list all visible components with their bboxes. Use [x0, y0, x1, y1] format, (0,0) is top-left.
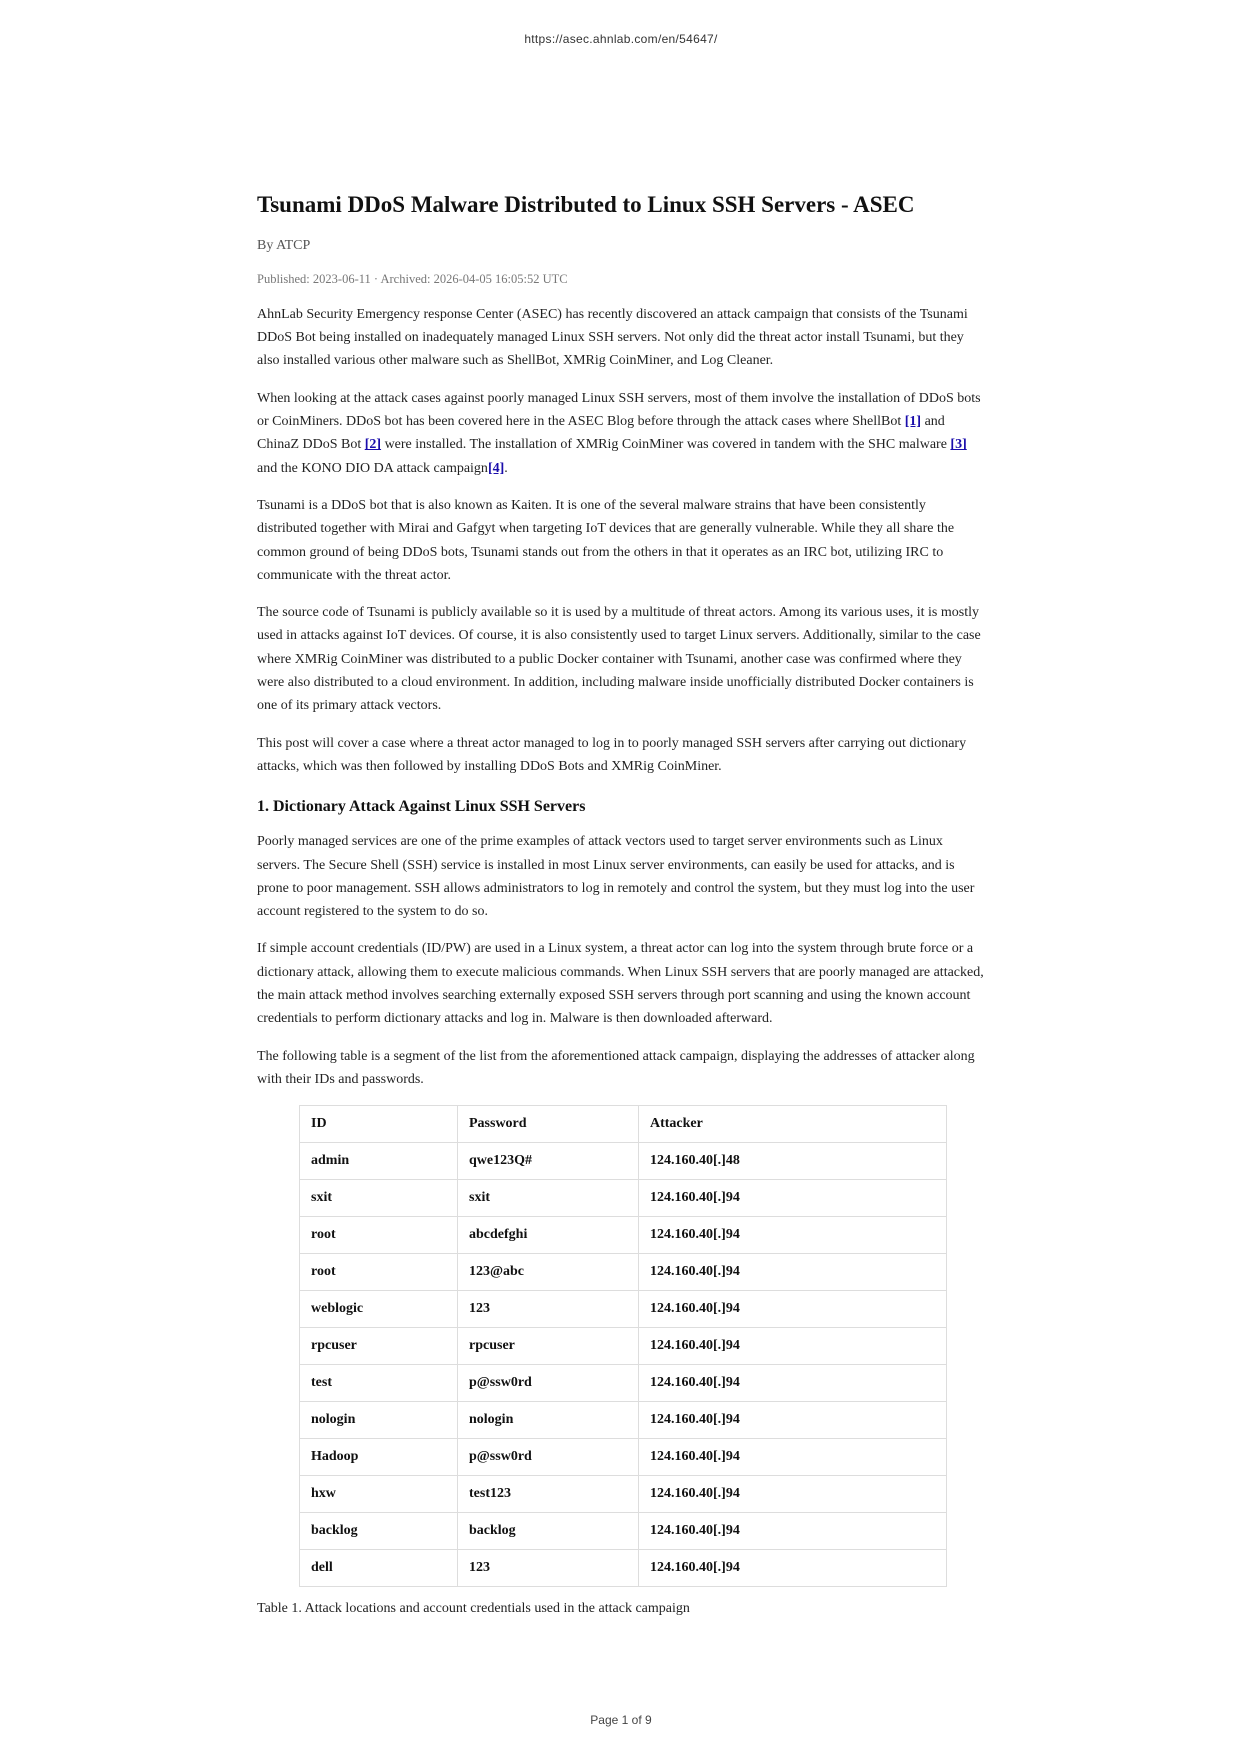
page-number: Page 1 of 9 [590, 1713, 652, 1727]
table-row [300, 1439, 947, 1476]
cell-password: 123 [458, 1550, 639, 1587]
cell-password: abcdefghi [458, 1217, 639, 1254]
text-segment: were installed. The installation of XMRig CoinMiner was covered in tandem with the SHC malware [381, 437, 951, 453]
table-row [300, 1550, 947, 1587]
cell-password: backlog [458, 1513, 639, 1550]
text-segment: and ChinaZ DDoS Bot [257, 414, 945, 453]
cell-attacker: 124.160.40[.]94 [639, 1254, 947, 1291]
reference-link-3[interactable]: [3] [950, 437, 967, 453]
column-header-password: Password [458, 1106, 639, 1143]
table-caption: Table 1. Attack locations and account credentials used in the attack campaign [257, 1601, 690, 1617]
cell-password: nologin [458, 1402, 639, 1439]
table-row [300, 1180, 947, 1217]
cell-attacker: 124.160.40[.]94 [639, 1476, 947, 1513]
table-row [300, 1254, 947, 1291]
cell-id: test [300, 1365, 458, 1402]
cell-attacker: 124.160.40[.]94 [639, 1291, 947, 1328]
section-heading: 1. Dictionary Attack Against Linux SSH Servers [257, 798, 586, 816]
cell-attacker: 124.160.40[.]94 [639, 1439, 947, 1476]
table-row [300, 1217, 947, 1254]
cell-attacker: 124.160.40[.]94 [639, 1365, 947, 1402]
table-row [300, 1328, 947, 1365]
reference-link-2[interactable]: [2] [364, 437, 382, 453]
paragraph-background [257, 387, 989, 480]
text-segment: When looking at the attack cases against poorly managed Linux SSH servers, most of them involve the installation of DDoS bots or CoinMiners. DDoS bot has been covered here in the ASEC Blog before through the attack cases where ShellBot [257, 390, 981, 430]
cell-password: sxit [458, 1180, 639, 1217]
paragraph-credentials: If simple account credentials (ID/PW) are used in a Linux system, a threat actor can log into the system through brute force or a dictionary attack, allowing them to execute malicious commands. When Linux SSH servers that are poorly managed are attacked, the main attack method involves searching externally exposed SSH servers through port scanning and using the known account credentials to perform dictionary attacks and log in. Malware is then downloaded afterward. [257, 941, 984, 1027]
cell-id: root [300, 1217, 458, 1254]
table-row [300, 1365, 947, 1402]
cell-password: qwe123Q# [458, 1143, 639, 1180]
cell-password: rpcuser [458, 1328, 639, 1365]
cell-attacker: 124.160.40[.]94 [639, 1217, 947, 1254]
cell-password: p@ssw0rd [458, 1439, 639, 1476]
cell-id: sxit [300, 1180, 458, 1217]
cell-password: test123 [458, 1476, 639, 1513]
column-header-attacker: Attacker [639, 1106, 947, 1143]
text-segment: and the KONO DIO DA attack campaign [257, 460, 488, 476]
table-row [300, 1513, 947, 1550]
paragraph-source-code: The source code of Tsunami is publicly available so it is used by a multitude of threat actors. Among its various uses, it is mostly used in attacks against IoT devices. Of course, it is also consistently used to target Linux servers. Additionally, similar to the case where XMRig CoinMiner was distributed to a public Docker container with Tsunami, another case was confirmed where they were also distributed to a cloud environment. In addition, including malware inside unofficially distributed Docker containers is one of its primary attack vectors. [257, 605, 981, 714]
paragraph-tsunami: Tsunami is a DDoS bot that is also known as Kaiten. It is one of the several malware strains that have been consistently distributed together with Mirai and Gafgyt when targeting IoT devices that are generally vulnerable. While they all share the common ground of being DDoS bots, Tsunami stands out from the others in that it operates as an IRC bot, utilizing IRC to communicate with the threat actor. [257, 497, 955, 583]
cell-password: 123 [458, 1291, 639, 1328]
paragraph-post-scope: This post will cover a case where a threat actor managed to log in to poorly managed SSH servers after carrying out dictionary attacks, which was then followed by installing DDoS Bots and XMRig CoinMiner. [257, 735, 967, 774]
article-title: Tsunami DDoS Malware Distributed to Linux SSH Servers - ASEC [257, 192, 915, 217]
table-row [300, 1476, 947, 1513]
cell-id: admin [300, 1143, 458, 1180]
cell-id: rpcuser [300, 1328, 458, 1365]
cell-id: root [300, 1254, 458, 1291]
cell-attacker: 124.160.40[.]48 [639, 1143, 947, 1180]
page-url: https://asec.ahnlab.com/en/54647/ [524, 32, 718, 46]
cell-password: p@ssw0rd [458, 1365, 639, 1402]
column-header-id: ID [300, 1106, 458, 1143]
table-header-row [300, 1106, 947, 1143]
author-byline: By ATCP [257, 237, 311, 253]
cell-attacker: 124.160.40[.]94 [639, 1402, 947, 1439]
paragraph-ssh-services: Poorly managed services are one of the prime examples of attack vectors used to target server environments such as Linux servers. The Secure Shell (SSH) service is installed in most Linux server environments, can easily be used for attacks, and is prone to poor management. SSH allows administrators to log in remotely and control the system, but they must log into the user account registered to the system to do so. [257, 834, 975, 920]
cell-attacker: 124.160.40[.]94 [639, 1513, 947, 1550]
cell-attacker: 124.160.40[.]94 [639, 1550, 947, 1587]
article [257, 190, 989, 1617]
cell-id: Hadoop [300, 1439, 458, 1476]
paragraph-table-intro: The following table is a segment of the list from the aforementioned attack campaign, displaying the addresses of attacker along with their IDs and passwords. [257, 1048, 975, 1087]
cell-id: hxw [300, 1476, 458, 1513]
credentials-table [299, 1105, 947, 1587]
reference-link-1[interactable]: [1] [904, 414, 922, 430]
reference-link-4[interactable]: [4] [487, 460, 505, 476]
cell-attacker: 124.160.40[.]94 [639, 1180, 947, 1217]
text-segment: . [504, 460, 508, 476]
cell-id: weblogic [300, 1291, 458, 1328]
publish-meta: Published: 2023-06-11 · Archived: 2026-04-05 16:05:52 UTC [257, 271, 568, 286]
cell-id: nologin [300, 1402, 458, 1439]
table-row [300, 1291, 947, 1328]
cell-id: backlog [300, 1513, 458, 1550]
paragraph-intro: AhnLab Security Emergency response Center (ASEC) has recently discovered an attack campaign that consists of the Tsunami DDoS Bot being installed on inadequately managed Linux SSH servers. Not only did the threat actor install Tsunami, but they also installed various other malware such as ShellBot, XMRig CoinMiner, and Log Cleaner. [257, 306, 968, 369]
table-row [300, 1143, 947, 1180]
table-row [300, 1402, 947, 1439]
cell-password: 123@abc [458, 1254, 639, 1291]
cell-attacker: 124.160.40[.]94 [639, 1328, 947, 1365]
cell-id: dell [300, 1550, 458, 1587]
